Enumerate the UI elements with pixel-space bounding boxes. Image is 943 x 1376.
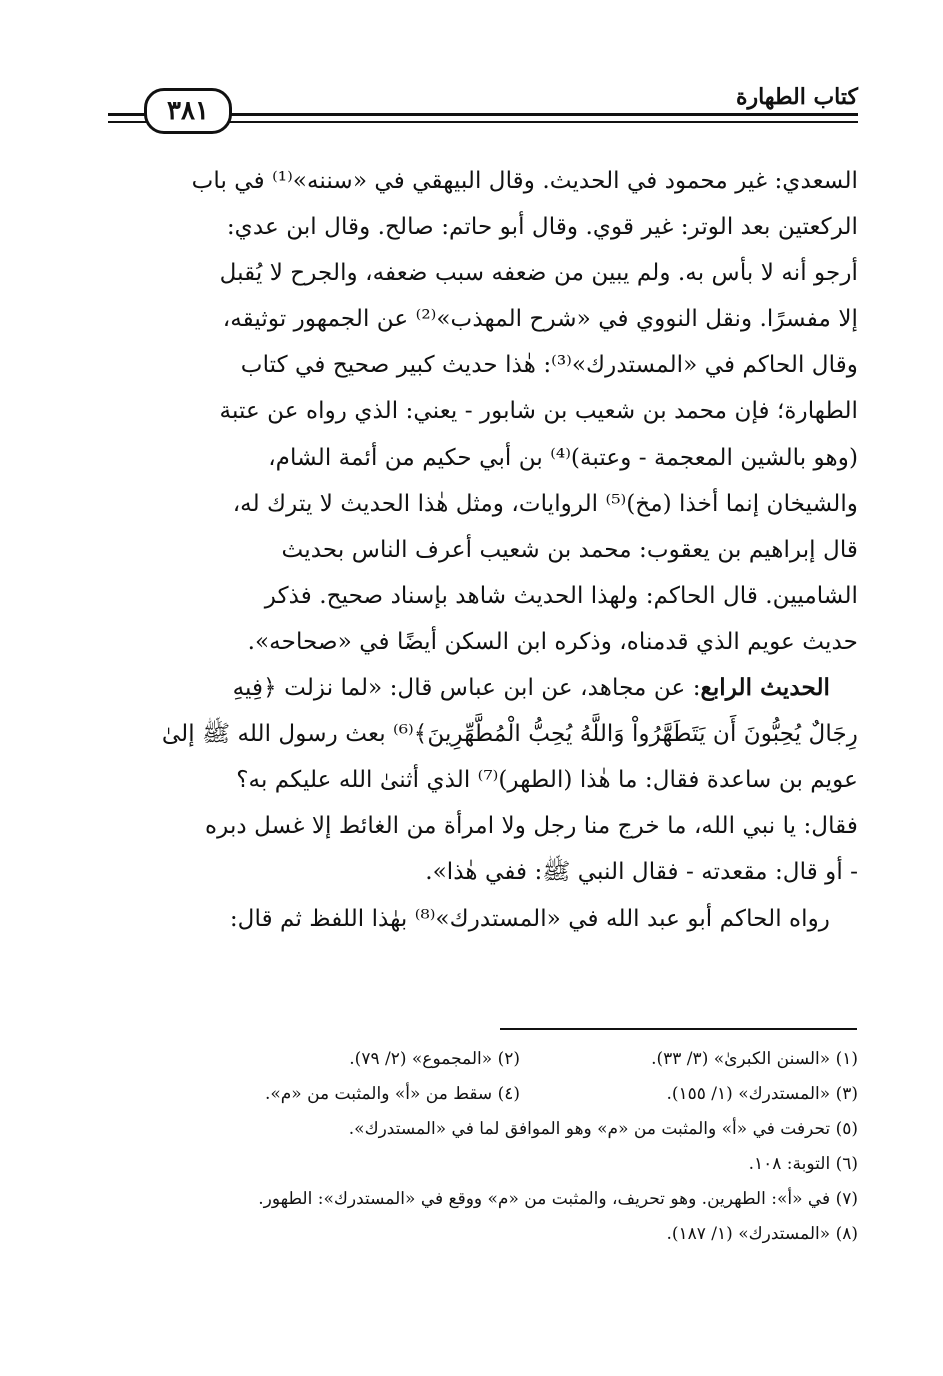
- hadith-heading: الحديث الرابع: [700, 674, 830, 702]
- text-line: الشاميين. قال الحاكم: ولهذا الحديث شاهد بإسناد صحيح. فذكر: [264, 581, 858, 609]
- footnote-4: (٤) سقط من «أ» والمثبت من «م».: [264, 1084, 520, 1104]
- text-span: : عن مجاهد، عن ابن عباس قال: «لما نزلت ﴿فِيهِ: [232, 674, 701, 702]
- text-line: - أو قال: مقعدته - فقال النبي ﷺ: ففي هٰذا».: [425, 858, 858, 886]
- page-header: [108, 86, 858, 136]
- footnote-6: (٦) التوبة: ١٠٨.: [748, 1154, 858, 1174]
- footnote-8: (٨) «المستدرك» (١/ ١٨٧).: [666, 1224, 858, 1244]
- footnote-separator: [500, 1028, 857, 1030]
- footnote-2: (٢) «المجموع» (٢/ ٧٩).: [349, 1049, 520, 1069]
- footnote-3: (٣) «المستدرك» (١/ ١٥٥).: [666, 1084, 858, 1104]
- text-line: السعدي: غير محمود في الحديث. وقال البيهقي في «سننه»⁽¹⁾ في باب: [191, 167, 858, 194]
- footnote-5: (٥) تحرفت في «أ» والمثبت من «م» وهو الموافق لما في «المستدرك».: [348, 1119, 858, 1139]
- book-title: كتاب الطهارة: [726, 82, 858, 112]
- text-line: وقال الحاكم في «المستدرك»⁽³⁾: هٰذا حديث كبير صحيح في كتاب: [240, 351, 858, 379]
- text-line: عويم بن ساعدة فقال: ما هٰذا (الطهر)⁽⁷⁾ الذي أثنىٰ الله عليكم به؟: [236, 766, 858, 794]
- main-text: [106, 158, 858, 942]
- text-line: رِجَالٌ يُحِبُّونَ أَن يَتَطَهَّرُواْ وَاللَّهُ يُحِبُّ الْمُطَّهِّرِينَ﴾⁽⁶⁾ بعث رسول الله ﷺ إلىٰ: [161, 720, 858, 748]
- text-line: حديث عويم الذي قدمناه، وذكره ابن السكن أيضًا في «صحاحه».: [247, 627, 858, 655]
- page-number: ٣٨١: [144, 88, 232, 134]
- hadith-first-line: [106, 665, 858, 711]
- text-line: الركعتين بعد الوتر: غير قوي. وقال أبو حاتم: صالح. وقال ابن عدي:: [226, 213, 858, 241]
- text-line: (وهو بالشين المعجمة - وعتبة)⁽⁴⁾ بن أبي حكيم من أئمة الشام،: [268, 443, 858, 471]
- text-line: إلا مفسرًا. ونقل النووي في «شرح المهذب»⁽²⁾ عن الجمهور توثيقه،: [222, 305, 858, 333]
- text-line: والشيخان إنما أخذا (مخ)⁽⁵⁾ الروايات، ومثل هٰذا الحديث لا يترك له،: [232, 489, 858, 517]
- footnote-1: (١) «السنن الكبرىٰ» (٣/ ٣٣).: [651, 1049, 858, 1069]
- footnotes: [106, 1042, 858, 1252]
- text-line: فقال: يا نبي الله، ما خرج منا رجل ولا امرأة من الغائط إلا غسل دبره: [205, 812, 858, 840]
- footnote-row: [106, 1077, 858, 1112]
- footnote-7: (٧) في «أ»: الطهرين. وهو تحريف، والمثبت من «م» ووقع في «المستدرك»: الطهور.: [258, 1189, 858, 1209]
- footnote-row: [106, 1042, 858, 1077]
- text-line: قال إبراهيم بن يعقوب: محمد بن شعيب أعرف الناس بحديث: [281, 535, 858, 563]
- text-line: الطهارة؛ فإن محمد بن شعيب بن شابور - يعني: الذي رواه عن عتبة: [219, 397, 858, 425]
- text-line: أرجو أنه لا بأس به. ولم يبين من ضعفه سبب ضعفه، والجرح لا يُقبل: [219, 259, 858, 287]
- text-line: رواه الحاكم أبو عبد الله في «المستدرك»⁽⁸⁾ بهٰذا اللفظ ثم قال:: [229, 904, 830, 932]
